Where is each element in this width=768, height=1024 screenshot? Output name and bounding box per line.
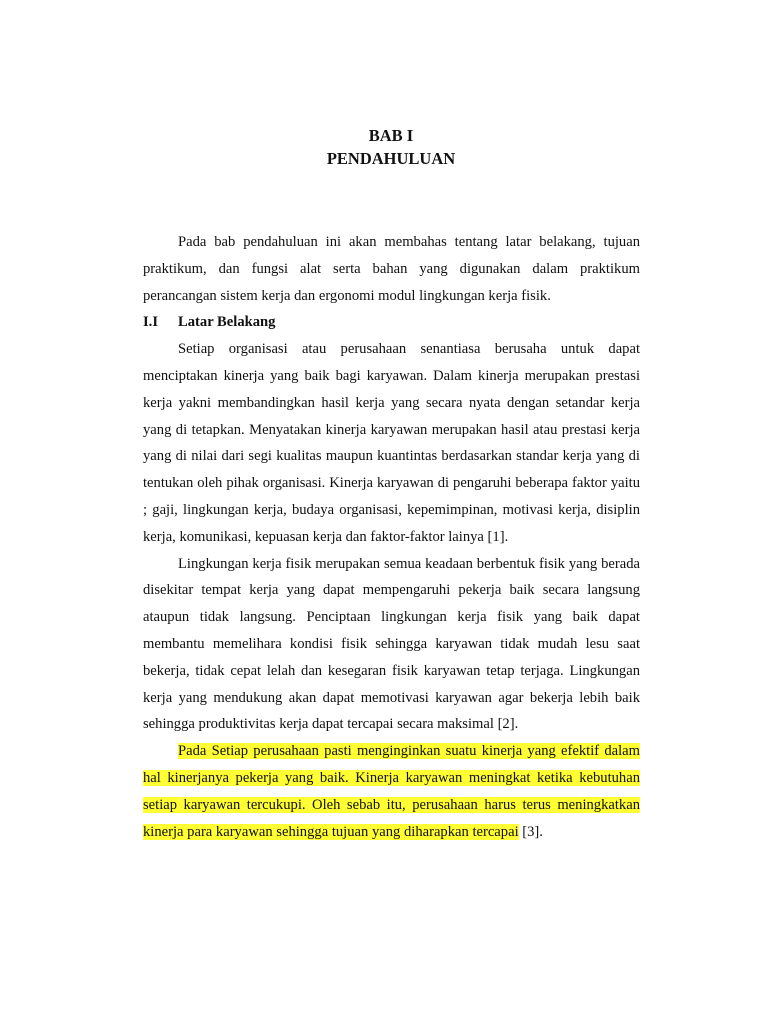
highlighted-text: Pada Setiap perusahaan pasti menginginkan suatu kinerja yang efektif dalam hal kinerjanya pekerja yang baik. Kinerja karyawan meningkat ketika kebutuhan setiap karyawan tercukupi. Oleh sebab itu, perusahaan harus terus meningkatkan kinerja para karyawan sehingga tujuan yang diharapkan tercapai [143,743,640,840]
body-paragraph-1: Setiap organisasi atau perusahaan senantiasa berusaha untuk dapat menciptakan kinerja yang baik bagi karyawan. Dalam kinerja merupakan prestasi kerja yakni membandingkan hasil kerja yang secara nyata dengan setandar kerja yang di tetapkan. Menyatakan kinerja karyawan merupakan hasil atau prestasi kerja yang di nilai dari segi kualitas maupun kuantintas berdasarkan standar kerja yang di tentukan oleh pihak organisasi. Kinerja karyawan di pengaruhi beberapa faktor yaitu ; gaji, lingkungan kerja, budaya organisasi, kepemimpinan, motivasi kerja, disiplin kerja, komunikasi, kepuasan kerja dan faktor-faktor lainya [1]. [143,341,640,545]
chapter-heading [0,124,768,170]
citation-text: [3]. [518,823,543,840]
section-title: Latar Belakang [178,314,276,331]
highlighted-paragraph [143,738,640,845]
intro-paragraph: Pada bab pendahuluan ini akan membahas tentang latar belakang, tujuan praktikum, dan fungsi alat serta bahan yang digunakan dalam praktikum perancangan sistem kerja dan ergonomi modul lingkungan kerja fisik. [143,234,640,304]
section-number: I.I [143,314,159,331]
chapter-number: BAB I [368,126,414,145]
body-paragraph-2: Lingkungan kerja fisik merupakan semua keadaan berbentuk fisik yang berada disekitar tempat kerja yang dapat mempengaruhi pekerja baik secara langsung ataupun tidak langsung. Penciptaan lingkungan kerja fisik yang baik dapat membantu memelihara kondisi fisik sehingga karyawan tidak mudah lesu saat bekerja, tidak cepat lelah dan kesegaran fisik karyawan tetap terjaga. Lingkungan kerja yang mendukung akan dapat memotivasi karyawan agar bekerja lebih baik sehingga produktivitas kerja dapat tercapai secara maksimal [2]. [143,555,640,733]
section-heading [143,309,640,336]
document-body [143,229,640,845]
chapter-title: PENDAHULUAN [326,149,456,168]
